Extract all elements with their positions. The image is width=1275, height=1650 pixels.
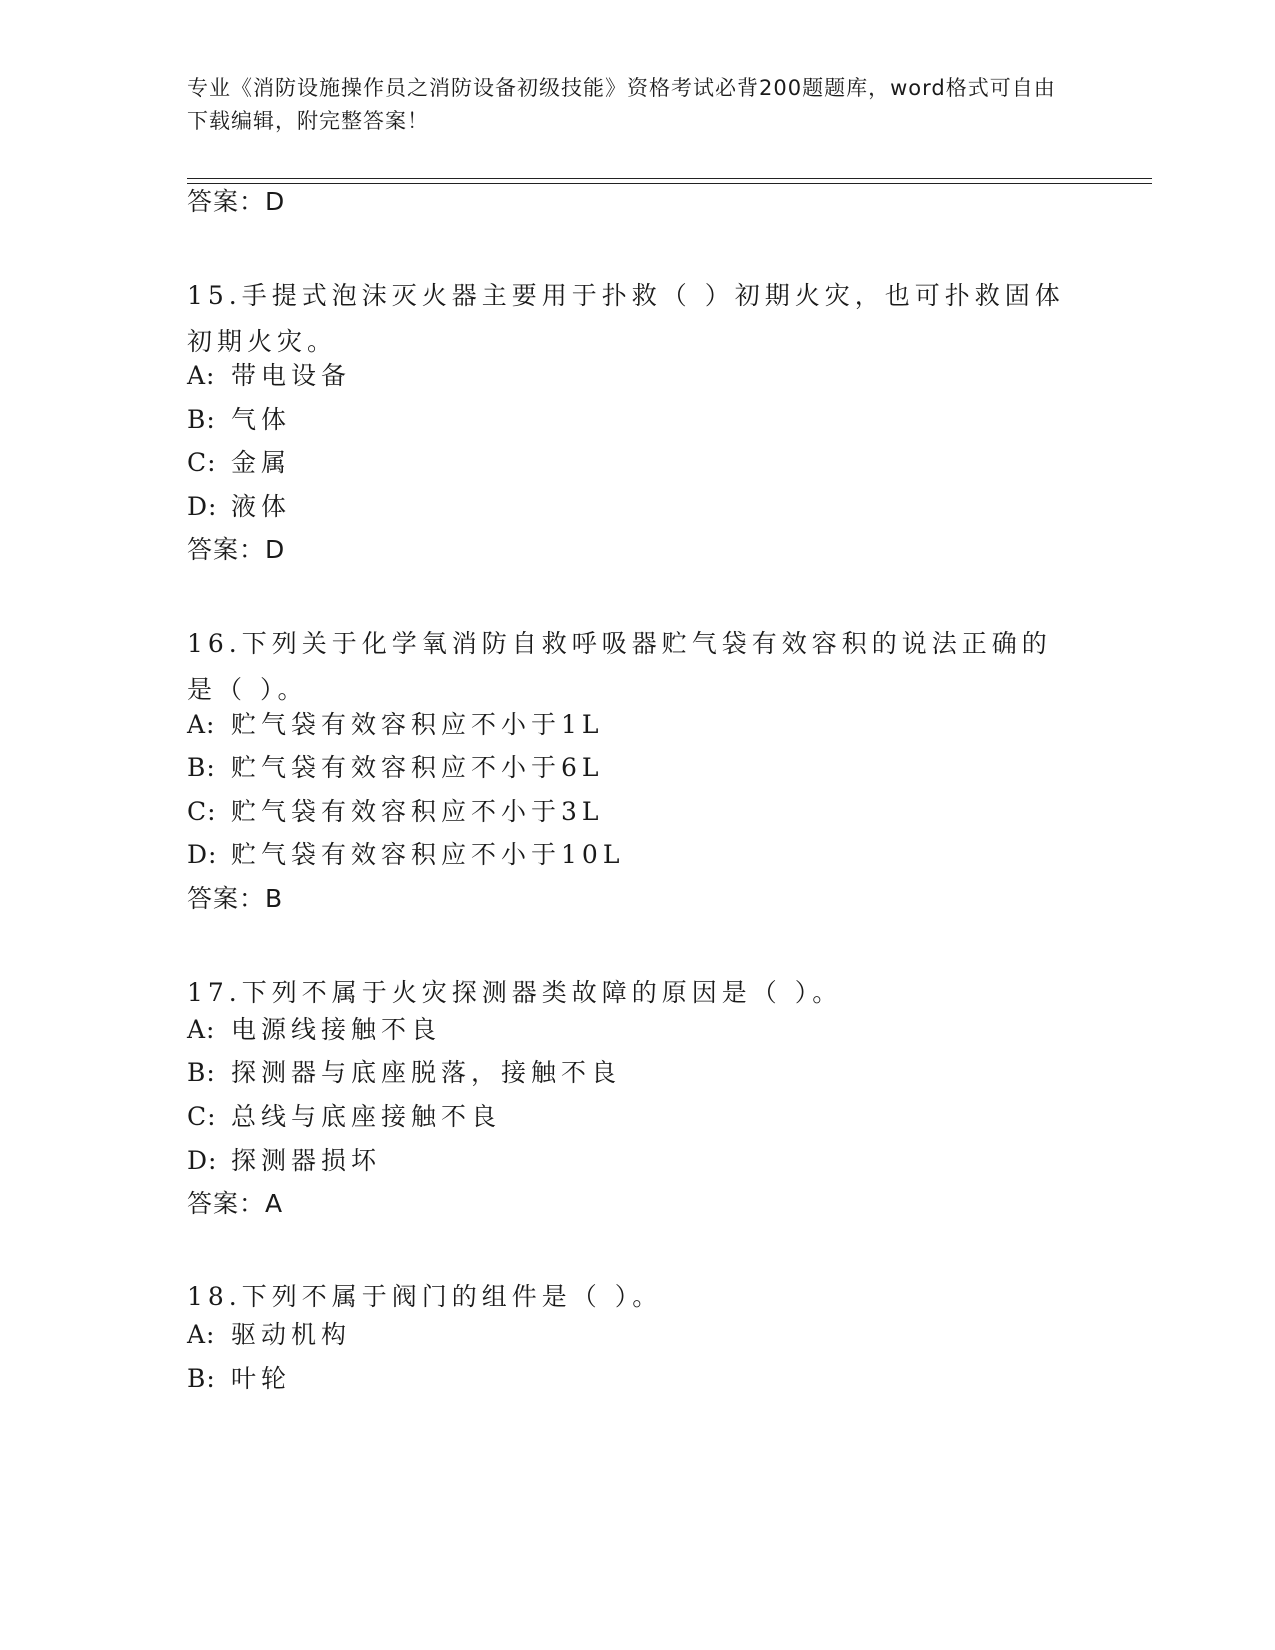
question-15-option-d — [187, 490, 291, 524]
question-16-text: 16.下列关于化学氧消防自救呼吸器贮气袋有效容积的说法正确的是（ ）。 — [187, 629, 1052, 704]
answer-q14: 答案：D — [187, 187, 286, 216]
option-text: 贮气袋有效容积应不小于3L — [231, 797, 604, 826]
option-text: 驱动机构 — [231, 1320, 352, 1349]
question-17-option-b — [187, 1056, 621, 1090]
document-header: 专业《消防设施操作员之消防设备初级技能》资格考试必背200题题库，word格式可自由下载编辑，附完整答案！ — [187, 76, 1056, 133]
option-text: 带电设备 — [231, 361, 352, 390]
option-text: 金属 — [231, 448, 292, 477]
question-17-option-c — [187, 1100, 501, 1134]
option-letter: A: — [187, 1015, 216, 1044]
option-text: 总线与底座接触不良 — [231, 1102, 502, 1131]
question-15-option-a — [187, 359, 351, 393]
option-text: 液体 — [231, 492, 292, 521]
option-text: 探测器与底座脱落，接触不良 — [231, 1058, 622, 1087]
answer-q16: 答案：B — [187, 884, 284, 913]
header-divider-top — [187, 178, 1152, 179]
option-text: 贮气袋有效容积应不小于1L — [231, 710, 604, 739]
option-letter: D: — [187, 840, 218, 869]
option-letter: B: — [187, 1364, 216, 1393]
question-15-option-c — [187, 446, 291, 480]
option-letter: D: — [187, 1146, 218, 1175]
question-15-text: 15.手提式泡沫灭火器主要用于扑救（ ）初期火灾，也可扑救固体初期火灾。 — [187, 281, 1065, 356]
answer-q17: 答案：A — [187, 1189, 284, 1218]
option-letter: A: — [187, 710, 216, 739]
question-16-option-c — [187, 795, 604, 829]
question-17-option-d — [187, 1144, 381, 1178]
option-letter: A: — [187, 361, 216, 390]
question-15-option-b — [187, 403, 291, 437]
option-letter: A: — [187, 1320, 216, 1349]
option-letter: D: — [187, 492, 218, 521]
question-18-option-a — [187, 1318, 351, 1352]
option-text: 气体 — [231, 405, 292, 434]
question-16-option-a — [187, 708, 604, 742]
option-text: 贮气袋有效容积应不小于10L — [231, 840, 625, 869]
question-18-option-b — [187, 1362, 291, 1396]
option-text: 探测器损坏 — [231, 1146, 382, 1175]
option-text: 贮气袋有效容积应不小于6L — [231, 753, 604, 782]
question-17-option-a — [187, 1013, 441, 1047]
question-16-option-d — [187, 838, 624, 872]
question-16-option-b — [187, 751, 604, 785]
question-18-text: 18.下列不属于阀门的组件是（ ）。 — [187, 1282, 663, 1311]
option-text: 电源线接触不良 — [231, 1015, 442, 1044]
header-divider-bottom — [187, 183, 1152, 184]
option-letter: B: — [187, 1058, 216, 1087]
option-letter: C: — [187, 448, 217, 477]
option-letter: B: — [187, 405, 216, 434]
answer-q15: 答案：D — [187, 535, 286, 564]
option-letter: C: — [187, 1102, 217, 1131]
question-17-text: 17.下列不属于火灾探测器类故障的原因是（ ）。 — [187, 978, 843, 1007]
option-text: 叶轮 — [231, 1364, 292, 1393]
option-letter: C: — [187, 797, 217, 826]
option-letter: B: — [187, 753, 216, 782]
